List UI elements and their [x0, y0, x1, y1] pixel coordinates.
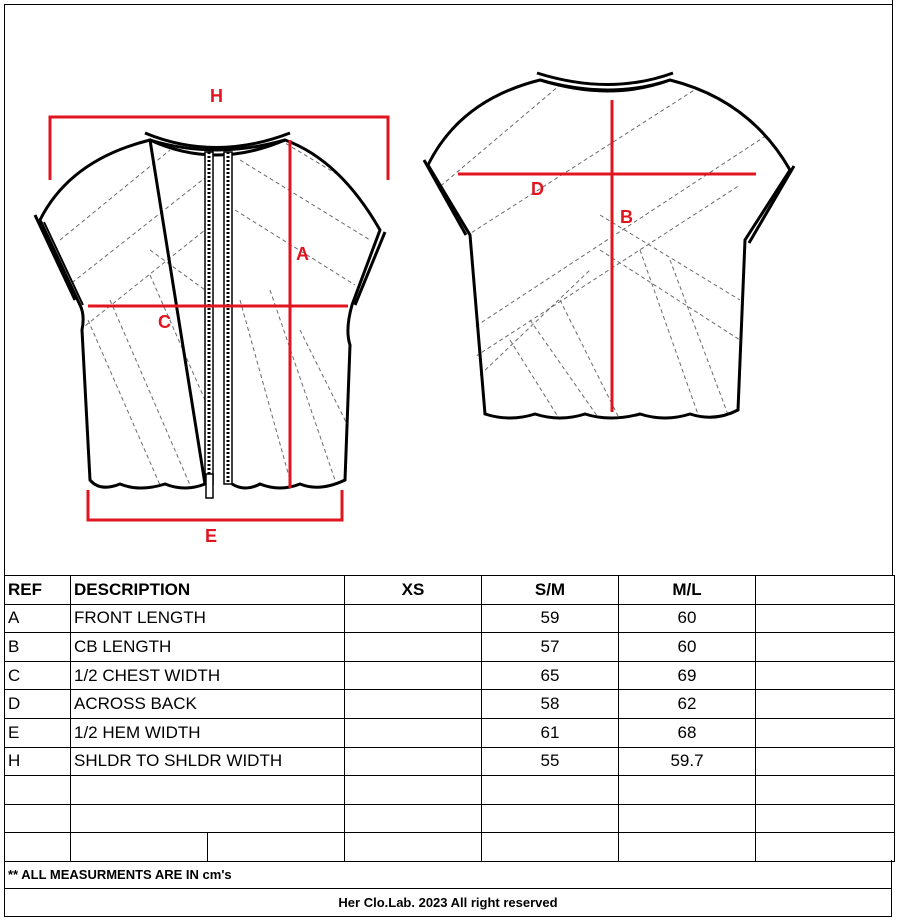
table-row: [5, 661, 895, 690]
front-zipper: [205, 152, 232, 498]
cell-ref: A: [5, 604, 71, 633]
cell-ml: 60: [619, 604, 756, 633]
cell-ref: B: [5, 633, 71, 662]
cell-ref: D: [5, 690, 71, 719]
cell-ml: 59.7: [619, 747, 756, 776]
table-row: [5, 690, 895, 719]
cell-extra: [756, 633, 895, 662]
table-row: [5, 747, 895, 776]
back-body-outline: [428, 80, 790, 418]
cell-ref: E: [5, 718, 71, 747]
cell-ml: 68: [619, 718, 756, 747]
cell-sm: 57: [482, 633, 619, 662]
cell-extra: [756, 718, 895, 747]
cell-description: 1/2 HEM WIDTH: [71, 718, 345, 747]
back-measure-lines: [458, 100, 756, 412]
cell-xs: [345, 633, 482, 662]
label-C: C: [158, 312, 171, 332]
table-row: [5, 604, 895, 633]
header-ml: M/L: [619, 576, 756, 605]
label-D: D: [531, 179, 544, 199]
cell-sm: 65: [482, 661, 619, 690]
table-header-row: [5, 576, 895, 605]
back-stitch-lines: [430, 80, 790, 420]
cell-extra: [756, 747, 895, 776]
cell-ml: 69: [619, 661, 756, 690]
table-row-empty: [5, 804, 895, 833]
cell-ref: H: [5, 747, 71, 776]
cell-extra: [756, 690, 895, 719]
cell-ml: 62: [619, 690, 756, 719]
label-E: E: [205, 526, 218, 546]
table-row: [5, 718, 895, 747]
front-stitch-lines: [50, 140, 380, 485]
cell-xs: [345, 661, 482, 690]
cell-description: CB LENGTH: [71, 633, 345, 662]
cell-description: 1/2 CHEST WIDTH: [71, 661, 345, 690]
cell-xs: [345, 604, 482, 633]
measure-line-E: [88, 490, 342, 520]
cell-sm: 58: [482, 690, 619, 719]
cell-ml: 60: [619, 633, 756, 662]
label-B: B: [620, 207, 633, 227]
units-footnote: ** ALL MEASURMENTS ARE IN cm's: [4, 860, 892, 889]
cell-ref: C: [5, 661, 71, 690]
table-row: [5, 633, 895, 662]
cell-extra: [756, 661, 895, 690]
label-A: A: [296, 244, 309, 264]
copyright-notice: Her Clo.Lab. 2023 All right reserved: [4, 889, 892, 917]
cell-xs: [345, 690, 482, 719]
measurement-table: [4, 575, 895, 862]
table-row-empty: [5, 833, 895, 862]
table-row-empty: [5, 776, 895, 805]
header-ref: REF: [5, 576, 71, 605]
header-sm: S/M: [482, 576, 619, 605]
label-H: H: [210, 86, 223, 106]
cell-xs: [345, 718, 482, 747]
cell-sm: 55: [482, 747, 619, 776]
header-xs: XS: [345, 576, 482, 605]
cell-description: SHLDR TO SHLDR WIDTH: [71, 747, 345, 776]
cell-xs: [345, 747, 482, 776]
cell-extra: [756, 604, 895, 633]
back-view: [424, 73, 794, 420]
header-extra: [756, 576, 895, 605]
header-description: DESCRIPTION: [71, 576, 345, 605]
cell-description: ACROSS BACK: [71, 690, 345, 719]
front-view: [35, 117, 388, 520]
cell-sm: 61: [482, 718, 619, 747]
front-measure-lines: [50, 117, 388, 520]
cell-description: FRONT LENGTH: [71, 604, 345, 633]
cell-sm: 59: [482, 604, 619, 633]
